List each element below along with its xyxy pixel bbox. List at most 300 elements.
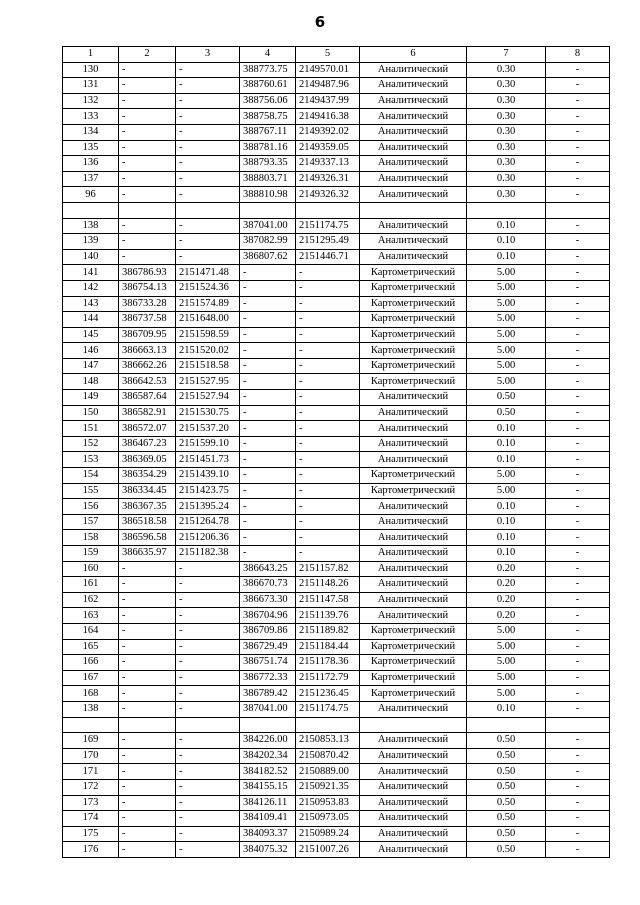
old-y-cell: - [176,156,240,172]
note-cell: - [546,592,610,608]
old-y-cell: 2151182.38 [176,546,240,562]
old-y-cell [176,717,240,733]
new-y-cell: - [296,499,360,515]
old-y-cell: 2151524.36 [176,280,240,296]
table-row [63,717,610,733]
accuracy-cell: 0.20 [467,577,546,593]
old-x-cell: 386518.58 [119,514,176,530]
point-number-cell: 170 [63,748,119,764]
old-x-cell: - [119,187,176,203]
table-row [63,436,610,452]
method-cell: Аналитический [360,546,467,562]
table-row [63,93,610,109]
accuracy-cell: 5.00 [467,327,546,343]
point-number-cell: 167 [63,670,119,686]
point-number-cell: 133 [63,109,119,125]
new-y-cell: 2151174.75 [296,218,360,234]
note-cell: - [546,218,610,234]
new-x-cell: 386772.33 [240,670,296,686]
method-cell: Аналитический [360,608,467,624]
column-header: 4 [240,47,296,63]
old-y-cell: 2151518.58 [176,358,240,374]
table-body [63,62,610,857]
method-cell: Картометрический [360,327,467,343]
method-cell: Аналитический [360,748,467,764]
old-y-cell: - [176,93,240,109]
old-y-cell: - [176,795,240,811]
new-x-cell: - [240,327,296,343]
old-y-cell: - [176,779,240,795]
table-row [63,109,610,125]
method-cell: Картометрический [360,280,467,296]
table-row [63,296,610,312]
point-number-cell: 136 [63,156,119,172]
method-cell: Картометрический [360,358,467,374]
new-x-cell: 384226.00 [240,733,296,749]
new-y-cell: 2151446.71 [296,249,360,265]
table-row [63,140,610,156]
note-cell: - [546,686,610,702]
old-x-cell: - [119,109,176,125]
old-y-cell: 2151574.89 [176,296,240,312]
column-header: 7 [467,47,546,63]
note-cell: - [546,358,610,374]
note-cell: - [546,748,610,764]
old-x-cell: 386354.29 [119,468,176,484]
new-x-cell: 388767.11 [240,124,296,140]
method-cell: Аналитический [360,93,467,109]
table-row [63,514,610,530]
new-x-cell: - [240,374,296,390]
old-y-cell: - [176,608,240,624]
accuracy-cell: 0.30 [467,109,546,125]
new-y-cell: - [296,296,360,312]
point-number-cell: 173 [63,795,119,811]
old-x-cell: - [119,748,176,764]
table-row [63,249,610,265]
new-y-cell: 2149570.01 [296,62,360,78]
table-row [63,405,610,421]
note-cell: - [546,468,610,484]
old-y-cell: - [176,748,240,764]
new-y-cell: 2150853.13 [296,733,360,749]
point-number-cell: 169 [63,733,119,749]
point-number-cell: 143 [63,296,119,312]
new-y-cell: 2149487.96 [296,78,360,94]
accuracy-cell: 5.00 [467,280,546,296]
new-x-cell: 386670.73 [240,577,296,593]
new-x-cell: - [240,436,296,452]
note-cell: - [546,530,610,546]
point-number-cell: 174 [63,811,119,827]
point-number-cell: 138 [63,701,119,717]
old-y-cell: - [176,655,240,671]
old-y-cell: 2151395.24 [176,499,240,515]
old-x-cell: 386467.23 [119,436,176,452]
new-y-cell: - [296,468,360,484]
old-y-cell: 2151206.36 [176,530,240,546]
new-x-cell: 384202.34 [240,748,296,764]
old-y-cell: - [176,764,240,780]
new-y-cell: - [296,343,360,359]
new-x-cell: - [240,265,296,281]
table-row [63,78,610,94]
column-header: 5 [296,47,360,63]
method-cell: Аналитический [360,764,467,780]
new-y-cell: 2151178.36 [296,655,360,671]
point-number-cell: 157 [63,514,119,530]
accuracy-cell: 5.00 [467,468,546,484]
point-number-cell: 156 [63,499,119,515]
table-row [63,358,610,374]
table-row [63,577,610,593]
table-row [63,530,610,546]
old-x-cell: 386709.95 [119,327,176,343]
method-cell: Аналитический [360,109,467,125]
new-y-cell: - [296,421,360,437]
method-cell: Картометрический [360,623,467,639]
table-row [63,156,610,172]
accuracy-cell [467,717,546,733]
table-row [63,171,610,187]
coordinates-table [62,46,610,858]
method-cell: Аналитический [360,62,467,78]
method-cell: Аналитический [360,779,467,795]
note-cell: - [546,452,610,468]
new-y-cell: 2149326.31 [296,171,360,187]
method-cell [360,717,467,733]
old-y-cell [176,202,240,218]
new-x-cell: 388793.35 [240,156,296,172]
accuracy-cell: 0.10 [467,546,546,562]
new-x-cell: 386673.30 [240,592,296,608]
new-x-cell: 384093.37 [240,826,296,842]
note-cell [546,202,610,218]
old-y-cell: - [176,561,240,577]
old-x-cell: 386733.28 [119,296,176,312]
old-x-cell: - [119,577,176,593]
new-y-cell: 2149437.99 [296,93,360,109]
new-y-cell [296,202,360,218]
old-x-cell: - [119,733,176,749]
accuracy-cell: 5.00 [467,670,546,686]
method-cell: Аналитический [360,577,467,593]
method-cell: Аналитический [360,249,467,265]
old-y-cell: 2151527.95 [176,374,240,390]
table-row [63,623,610,639]
old-x-cell: - [119,124,176,140]
old-x-cell: 386737.58 [119,312,176,328]
new-y-cell: 2150989.24 [296,826,360,842]
accuracy-cell: 0.50 [467,733,546,749]
point-number-cell: 171 [63,764,119,780]
new-y-cell: - [296,483,360,499]
note-cell: - [546,374,610,390]
method-cell: Картометрический [360,374,467,390]
new-y-cell: - [296,405,360,421]
new-y-cell: 2150953.83 [296,795,360,811]
accuracy-cell: 0.30 [467,78,546,94]
accuracy-cell: 5.00 [467,312,546,328]
new-x-cell: 387041.00 [240,701,296,717]
old-x-cell [119,202,176,218]
old-x-cell: 386334.45 [119,483,176,499]
point-number-cell: 164 [63,623,119,639]
old-y-cell: 2151520.02 [176,343,240,359]
point-number-cell: 168 [63,686,119,702]
point-number-cell: 144 [63,312,119,328]
accuracy-cell: 0.50 [467,779,546,795]
table-row [63,499,610,515]
accuracy-cell: 5.00 [467,686,546,702]
point-number-cell: 163 [63,608,119,624]
old-y-cell: - [176,62,240,78]
column-header: 2 [119,47,176,63]
new-x-cell: - [240,390,296,406]
new-y-cell: - [296,374,360,390]
new-x-cell: - [240,296,296,312]
old-y-cell: - [176,218,240,234]
point-number-cell: 160 [63,561,119,577]
point-number-cell: 158 [63,530,119,546]
old-x-cell: - [119,764,176,780]
new-x-cell: 387041.00 [240,218,296,234]
old-x-cell: - [119,62,176,78]
old-x-cell: - [119,811,176,827]
new-x-cell: 384182.52 [240,764,296,780]
point-number-cell: 138 [63,218,119,234]
method-cell: Аналитический [360,405,467,421]
method-cell: Картометрический [360,312,467,328]
table-row [63,655,610,671]
accuracy-cell: 0.50 [467,811,546,827]
new-y-cell: 2149416.38 [296,109,360,125]
new-x-cell: - [240,546,296,562]
new-y-cell: - [296,452,360,468]
old-y-cell: - [176,109,240,125]
note-cell: - [546,842,610,858]
method-cell: Картометрический [360,343,467,359]
old-y-cell: 2151537.20 [176,421,240,437]
new-y-cell: 2151174.75 [296,701,360,717]
old-x-cell: - [119,93,176,109]
method-cell: Аналитический [360,733,467,749]
old-x-cell: - [119,639,176,655]
point-number-cell: 151 [63,421,119,437]
point-number-cell: 159 [63,546,119,562]
point-number-cell: 130 [63,62,119,78]
new-x-cell: 386751.74 [240,655,296,671]
accuracy-cell: 0.10 [467,530,546,546]
method-cell: Аналитический [360,218,467,234]
method-cell: Аналитический [360,701,467,717]
table-row [63,452,610,468]
new-y-cell: 2151172.79 [296,670,360,686]
new-y-cell: 2150889.00 [296,764,360,780]
new-y-cell: 2151189.82 [296,623,360,639]
new-y-cell: 2150870.42 [296,748,360,764]
note-cell: - [546,156,610,172]
new-y-cell: - [296,546,360,562]
accuracy-cell: 0.10 [467,249,546,265]
new-x-cell: 388803.71 [240,171,296,187]
accuracy-cell: 0.50 [467,764,546,780]
old-x-cell: 386642.53 [119,374,176,390]
note-cell: - [546,546,610,562]
point-number-cell: 165 [63,639,119,655]
old-y-cell: - [176,733,240,749]
old-x-cell: - [119,249,176,265]
accuracy-cell: 5.00 [467,623,546,639]
point-number-cell: 135 [63,140,119,156]
old-x-cell: 386582.91 [119,405,176,421]
note-cell: - [546,577,610,593]
new-y-cell: 2151007.26 [296,842,360,858]
table-row [63,62,610,78]
method-cell: Картометрический [360,468,467,484]
method-cell: Аналитический [360,514,467,530]
note-cell: - [546,421,610,437]
accuracy-cell: 0.30 [467,140,546,156]
method-cell: Картометрический [360,670,467,686]
accuracy-cell: 5.00 [467,639,546,655]
accuracy-cell: 5.00 [467,343,546,359]
column-header: 8 [546,47,610,63]
old-x-cell: - [119,842,176,858]
point-number-cell: 132 [63,93,119,109]
note-cell: - [546,499,610,515]
old-x-cell: - [119,623,176,639]
new-x-cell: - [240,499,296,515]
accuracy-cell: 5.00 [467,374,546,390]
table-row [63,374,610,390]
old-y-cell: - [176,140,240,156]
old-x-cell: - [119,218,176,234]
table-row [63,686,610,702]
old-y-cell: - [176,124,240,140]
accuracy-cell: 0.50 [467,826,546,842]
old-x-cell: - [119,171,176,187]
note-cell: - [546,436,610,452]
note-cell: - [546,826,610,842]
old-y-cell: 2151598.59 [176,327,240,343]
note-cell: - [546,124,610,140]
new-x-cell: 388781.16 [240,140,296,156]
table-row [63,234,610,250]
old-x-cell: 386369.05 [119,452,176,468]
accuracy-cell: 0.10 [467,514,546,530]
table-row [63,592,610,608]
table-row [63,561,610,577]
new-x-cell: 387082.99 [240,234,296,250]
method-cell: Аналитический [360,78,467,94]
accuracy-cell: 0.20 [467,592,546,608]
accuracy-cell: 5.00 [467,655,546,671]
old-y-cell: - [176,670,240,686]
accuracy-cell: 0.10 [467,234,546,250]
method-cell: Аналитический [360,187,467,203]
old-x-cell: 386786.93 [119,265,176,281]
accuracy-cell: 0.10 [467,701,546,717]
table-row [63,826,610,842]
point-number-cell: 176 [63,842,119,858]
new-y-cell [296,717,360,733]
accuracy-cell: 0.30 [467,93,546,109]
note-cell: - [546,249,610,265]
point-number-cell: 146 [63,343,119,359]
method-cell: Картометрический [360,639,467,655]
table-row [63,312,610,328]
note-cell: - [546,733,610,749]
note-cell: - [546,514,610,530]
method-cell: Аналитический [360,842,467,858]
note-cell: - [546,670,610,686]
old-y-cell: - [176,623,240,639]
new-y-cell: - [296,436,360,452]
note-cell: - [546,343,610,359]
table-row [63,421,610,437]
new-x-cell [240,202,296,218]
note-cell: - [546,234,610,250]
table-row [63,842,610,858]
new-x-cell: - [240,530,296,546]
old-y-cell: - [176,826,240,842]
note-cell: - [546,171,610,187]
point-number-cell: 155 [63,483,119,499]
new-y-cell: 2149359.05 [296,140,360,156]
accuracy-cell: 0.10 [467,452,546,468]
table-header-row [63,47,610,63]
accuracy-cell: 0.30 [467,156,546,172]
new-x-cell: 386729.49 [240,639,296,655]
method-cell: Картометрический [360,296,467,312]
table-row [63,546,610,562]
new-x-cell: 388756.06 [240,93,296,109]
new-y-cell: 2151157.82 [296,561,360,577]
new-x-cell: 384155.15 [240,779,296,795]
point-number-cell: 140 [63,249,119,265]
table-row [63,187,610,203]
old-x-cell: - [119,561,176,577]
old-x-cell [119,717,176,733]
table-row [63,608,610,624]
new-y-cell: - [296,358,360,374]
old-x-cell: - [119,826,176,842]
method-cell [360,202,467,218]
old-y-cell: 2151599.10 [176,436,240,452]
accuracy-cell: 5.00 [467,483,546,499]
column-header: 6 [360,47,467,63]
note-cell: - [546,483,610,499]
old-y-cell: - [176,78,240,94]
column-header: 1 [63,47,119,63]
page-number: 6 [314,13,326,31]
point-number-cell: 152 [63,436,119,452]
method-cell: Аналитический [360,156,467,172]
new-y-cell: 2151147.58 [296,592,360,608]
accuracy-cell: 0.20 [467,608,546,624]
old-x-cell: 386572.07 [119,421,176,437]
old-x-cell: - [119,655,176,671]
new-x-cell: - [240,452,296,468]
point-number-cell: 161 [63,577,119,593]
point-number-cell: 139 [63,234,119,250]
method-cell: Картометрический [360,483,467,499]
point-number-cell: 150 [63,405,119,421]
new-x-cell: - [240,343,296,359]
point-number-cell: 137 [63,171,119,187]
old-y-cell: - [176,811,240,827]
